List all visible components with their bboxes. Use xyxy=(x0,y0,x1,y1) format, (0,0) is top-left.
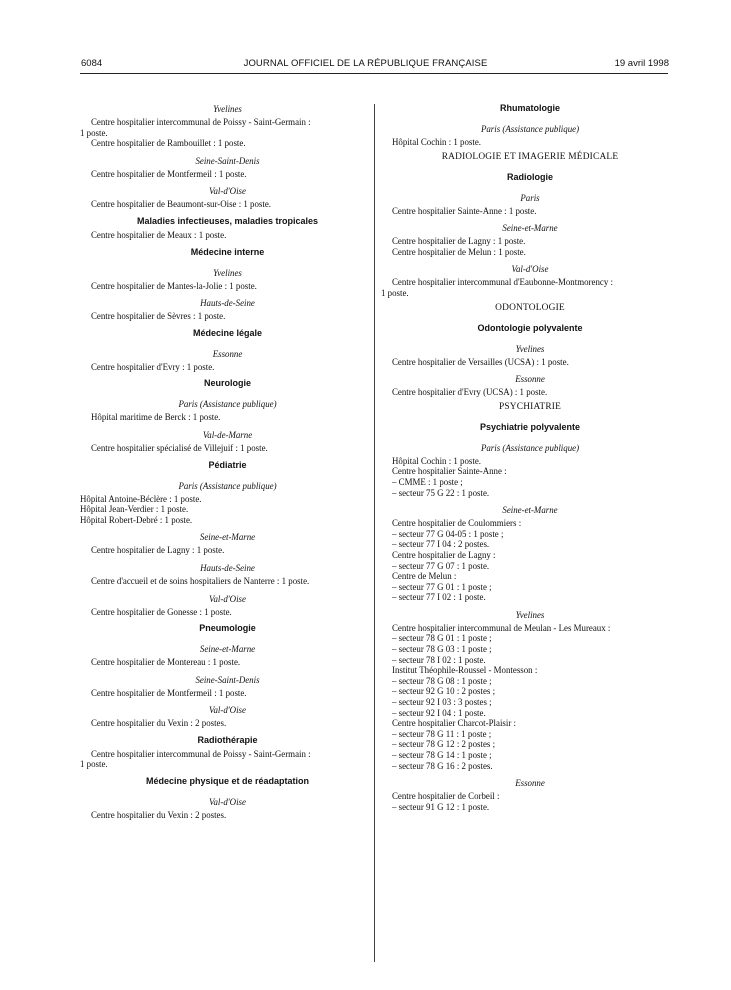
specialty-heading: Psychiatrie polyvalente xyxy=(479,421,581,432)
region-subheading: Hauts-de-Seine xyxy=(200,562,255,573)
region-subheading: Val-d'Oise xyxy=(511,264,549,275)
region-subheading: Seine-Saint-Denis xyxy=(195,674,260,685)
specialty-heading: Radiothérapie xyxy=(197,734,258,745)
region-subheading: Paris (Assistance publique) xyxy=(480,442,580,453)
entry-line: – CMME : 1 poste ; xyxy=(392,476,463,487)
region-subheading: Seine-et-Marne xyxy=(199,532,256,543)
specialty-heading: Odontologie polyvalente xyxy=(477,322,583,333)
region-subheading: Seine-et-Marne xyxy=(199,644,256,655)
specialty-heading: Médecine physique et de réadaptation xyxy=(145,776,310,787)
section-heading: RADIOLOGIE ET IMAGERIE MÉDICALE xyxy=(441,151,619,162)
column-divider xyxy=(374,104,375,962)
entry-line: – secteur 78 G 01 : 1 poste ; xyxy=(392,633,492,644)
entry-line: – secteur 78 G 14 : 1 poste ; xyxy=(392,750,492,760)
entry-line: – secteur 77 G 04-05 : 1 poste ; xyxy=(392,528,504,539)
entry-line: Centre hospitalier de Gonesse : 1 poste. xyxy=(91,606,232,617)
specialty-heading: Médecine légale xyxy=(192,327,263,338)
entry-line: – secteur 78 G 16 : 2 postes. xyxy=(392,760,493,771)
region-subheading: Yvelines xyxy=(213,267,242,278)
journal-title: JOURNAL OFFICIEL DE LA RÉPUBLIQUE FRANÇAISE xyxy=(243,58,488,69)
specialty-heading: Pédiatrie xyxy=(208,459,247,470)
entry-line: Centre hospitalier intercommunal d'Eaubonne-Montmorency : xyxy=(392,277,613,288)
left-column xyxy=(80,97,364,821)
region-subheading: Val-d'Oise xyxy=(209,705,246,716)
entry-line: – secteur 77 G 01 : 1 poste ; xyxy=(392,581,492,592)
entry-line: Centre d'accueil et de soins hospitaliers de Nanterre : 1 poste. xyxy=(91,575,310,586)
region-subheading: Essonne xyxy=(515,374,545,385)
entry-line: Institut Théophile-Roussel - Montesson : xyxy=(392,665,538,676)
specialty-heading: Médecine interne xyxy=(190,246,265,257)
issue-date: 19 avril 1998 xyxy=(614,58,669,69)
right-column xyxy=(381,97,668,812)
entry-line: Centre hospitalier de Montfermeil : 1 poste. xyxy=(91,168,247,179)
entry-line: – secteur 78 G 11 : 1 poste ; xyxy=(392,728,492,739)
entry-line: Centre hospitalier de Montereau : 1 poste. xyxy=(91,657,241,668)
entry-line: 1 poste. xyxy=(80,759,108,770)
region-subheading: Paris (Assistance publique) xyxy=(178,480,277,491)
section-heading: ODONTOLOGIE xyxy=(495,302,565,313)
region-subheading: Yvelines xyxy=(515,343,545,354)
page-header xyxy=(0,0,731,80)
region-subheading: Essonne xyxy=(515,778,545,789)
entry-line: Centre hospitalier de Corbeil : xyxy=(392,791,500,802)
entry-line: – secteur 78 G 03 : 1 poste ; xyxy=(392,644,492,655)
entry-line: 1 poste. xyxy=(381,287,409,298)
region-subheading: Paris (Assistance publique) xyxy=(480,124,580,134)
region-subheading: Yvelines xyxy=(515,609,545,620)
entry-line: Centre hospitalier de Coulommiers : xyxy=(392,518,522,529)
entry-line: Centre hospitalier de Melun : 1 poste. xyxy=(392,246,526,257)
entry-line: Centre hospitalier de Sèvres : 1 poste. xyxy=(91,311,226,322)
header-rule xyxy=(80,73,668,74)
entry-line: Hôpital Antoine-Béclère : 1 poste. xyxy=(80,493,202,504)
entry-line: Centre hospitalier intercommunal de Meulan - Les Mureaux : xyxy=(392,622,611,633)
entry-line: Hôpital maritime de Berck : 1 poste. xyxy=(91,412,221,423)
entry-line: Centre hospitalier intercommunal de Poissy - Saint-Germain : xyxy=(91,117,311,127)
entry-line: Hôpital Jean-Verdier : 1 poste. xyxy=(80,504,189,515)
entry-line: Centre hospitalier de Lagny : 1 poste. xyxy=(392,236,526,247)
entry-line: Centre de Melun : xyxy=(392,571,457,582)
entry-line: Hôpital Robert-Debré : 1 poste. xyxy=(80,514,193,525)
entry-line: – secteur 77 G 07 : 1 poste. xyxy=(392,560,490,571)
entry-line: Centre hospitalier de Rambouillet : 1 poste. xyxy=(91,138,246,149)
region-subheading: Val-d'Oise xyxy=(209,186,246,197)
entry-line: Centre hospitalier de Lagny : 1 poste. xyxy=(91,545,225,556)
region-subheading: Yvelines xyxy=(213,104,242,114)
entry-line: Centre hospitalier d'Evry : 1 poste. xyxy=(91,361,215,372)
region-subheading: Paris xyxy=(520,192,540,203)
region-subheading: Val-d'Oise xyxy=(209,797,246,808)
specialty-heading: Rhumatologie xyxy=(500,103,560,113)
specialty-heading: Neurologie xyxy=(203,378,251,389)
entry-line: 1 poste. xyxy=(80,127,108,138)
region-subheading: Hauts-de-Seine xyxy=(200,298,255,309)
entry-line: – secteur 78 G 12 : 2 postes ; xyxy=(392,739,496,750)
region-subheading: Seine-Saint-Denis xyxy=(195,155,260,166)
entry-line: Hôpital Cochin : 1 poste. xyxy=(392,455,481,466)
page-number: 6084 xyxy=(81,58,103,69)
entry-line: – secteur 91 G 12 : 1 poste. xyxy=(392,801,490,812)
region-subheading: Essonne xyxy=(212,348,243,359)
entry-line: Centre hospitalier de Beaumont-sur-Oise : 1 poste. xyxy=(91,199,271,210)
section-heading: PSYCHIATRIE xyxy=(498,401,562,412)
entry-line: Centre hospitalier Charcot-Plaisir : xyxy=(392,718,516,729)
region-subheading: Val-d'Oise xyxy=(209,593,246,604)
entry-line: Centre hospitalier de Montfermeil : 1 poste. xyxy=(91,687,247,698)
region-subheading: Seine-et-Marne xyxy=(502,223,558,234)
specialty-heading: Pneumologie xyxy=(199,623,256,634)
specialty-heading: Radiologie xyxy=(506,171,553,182)
region-subheading: Seine-et-Marne xyxy=(502,505,558,516)
entry-line: Centre hospitalier d'Evry (UCSA) : 1 poste. xyxy=(392,387,548,398)
entry-line: Centre hospitalier de Lagny : xyxy=(392,549,496,560)
region-subheading: Paris (Assistance publique) xyxy=(178,399,277,410)
entry-line: – secteur 78 G 08 : 1 poste ; xyxy=(392,675,492,686)
entry-line: – secteur 77 I 04 : 2 postes. xyxy=(392,539,490,550)
entry-line: Centre hospitalier de Versailles (UCSA) : 1 poste. xyxy=(392,356,569,367)
entry-line: – secteur 77 I 02 : 1 poste. xyxy=(392,592,486,603)
entry-line: – secteur 92 I 03 : 3 postes ; xyxy=(392,697,492,708)
entry-line: Centre hospitalier Sainte-Anne : 1 poste. xyxy=(392,205,537,216)
entry-line: – secteur 92 I 04 : 1 poste. xyxy=(392,707,486,718)
entry-line: Centre hospitalier Sainte-Anne : xyxy=(392,466,507,477)
entry-line: – secteur 75 G 22 : 1 poste. xyxy=(392,487,490,498)
entry-line: Centre hospitalier intercommunal de Poissy - Saint-Germain : xyxy=(91,748,311,759)
entry-line: Centre hospitalier spécialisé de Villejuif : 1 poste. xyxy=(91,442,268,453)
entry-line: Centre hospitalier du Vexin : 2 postes. xyxy=(91,718,227,729)
entry-line: Hôpital Cochin : 1 poste. xyxy=(392,137,481,147)
entry-line: Centre hospitalier de Mantes-la-Jolie : 1 poste. xyxy=(91,280,257,291)
entry-line: Centre hospitalier du Vexin : 2 postes. xyxy=(91,810,227,821)
region-subheading: Val-de-Marne xyxy=(202,429,253,440)
entry-line: – secteur 78 I 02 : 1 poste. xyxy=(392,654,486,665)
entry-line: Centre hospitalier de Meaux : 1 poste. xyxy=(91,229,227,240)
entry-line: – secteur 92 G 10 : 2 postes ; xyxy=(392,686,496,697)
specialty-heading: Maladies infectieuses, maladies tropicales xyxy=(136,215,319,226)
